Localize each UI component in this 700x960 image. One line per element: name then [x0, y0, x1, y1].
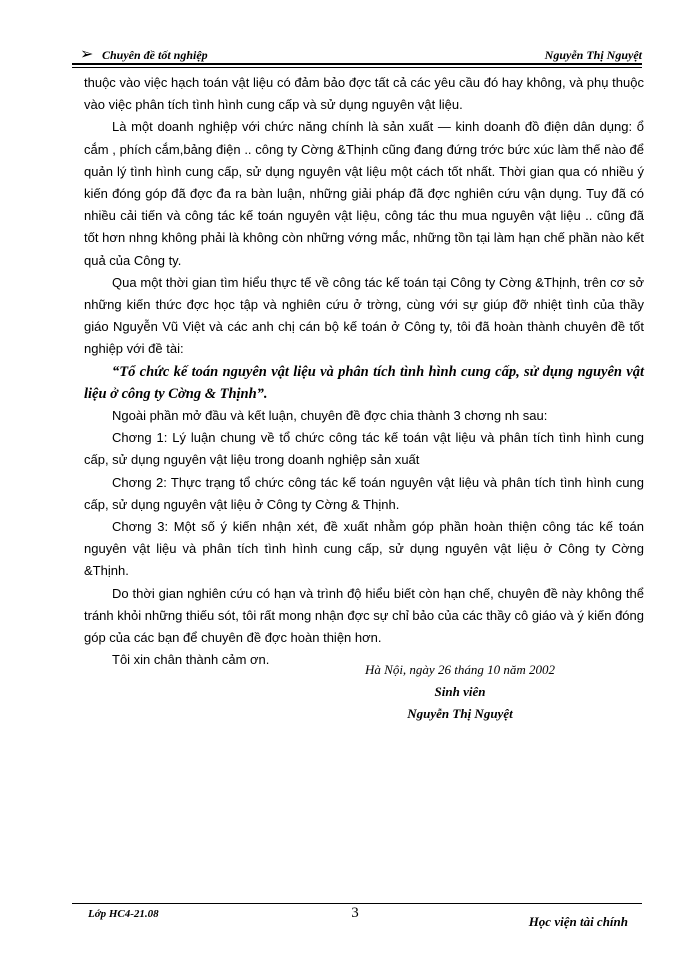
footer-institution: Học viện tài chính — [528, 914, 628, 929]
paragraph-4: Ngoài phần mở đầu và kết luận, chuyên đề đợc chia thành 3 chơng nh sau: — [112, 408, 548, 424]
page-number: 3 — [351, 905, 359, 921]
chapter-2: Chơng 2: Thực trạng tổ chức công tác kế toán nguyên vật liệu và phân tích tình hình cung cấp, sử dụng nguyên vật liệu ở Công ty Cờng & Thịnh. — [84, 474, 644, 512]
signature-role: Sinh viên — [434, 684, 486, 699]
chapter-1: Chơng 1: Lý luận chung về tổ chức công tác kế toán vật liệu và phân tích tình hình cung cấp, sử dụng nguyên vật liệu trong doanh nghiệp sản xuất — [84, 430, 644, 468]
header-author: Nguyễn Thị Nguyệt — [544, 48, 642, 62]
signature-name: Nguyễn Thị Nguyệt — [407, 706, 513, 721]
paragraph-3: Qua một thời gian tìm hiểu thực tế về công tác kế toán tại Công ty Cờng &Thịnh, trên cơ sở những kiến thức đợc học tập và nghiên cứu ở trờng, cùng với sự giúp đỡ nhiệt tình của thầy giáo Nguyễn Vũ Việt và các anh chị cán bộ kế toán ở Công ty, tôi đã hoàn thành chuyên đề tốt nghiệp với đề tài: — [84, 274, 644, 357]
header-rule — [72, 63, 642, 65]
thesis-title: “Tổ chức kế toán nguyên vật liệu và phân tích tình hình cung cấp, sử dụng nguyên vật liệu ở công ty Cờng & Thịnh”. — [84, 363, 644, 402]
footer-class: Lớp HC4-21.08 — [88, 908, 159, 920]
footer-rule — [72, 903, 642, 904]
signature-date: Hà Nội, ngày 26 tháng 10 năm 2002 — [365, 662, 555, 677]
paragraph-1: thuộc vào việc hạch toán vật liệu có đảm bảo đợc tất cả các yêu cầu đó hay không, và phụ thuộc vào việc phân tích tình hình cung cấp và sử dụng nguyên vật liệu. — [84, 75, 644, 113]
paragraph-2: Là một doanh nghiệp với chức năng chính là sản xuất — kinh doanh đồ điện dân dụng: ổ cắm , phích cắm,bảng điện .. công ty Cờng &Thịnh cũng đang đứng trớc bức xúc làm thế nào để quản lý tình hình cung cấp, sử dụng nguyên vật liệu một cách tốt nhất. Thời gian qua có nhiều ý kiến đóng góp đã đợc đa ra bàn luận, những giải pháp đã đợc nghiên cứu vận dụng. Tuy đã có nhiều cải tiến và công tác kế toán nguyên vật liệu, công tác thu mua nguyên vật liệu .. cũng đã tốt hơn nhng không phải là không còn những vớng mắc, những tồn tại làm hạn chế phần nào kết quả của Công ty. — [84, 119, 644, 268]
chapter-3: Chơng 3: Một số ý kiến nhận xét, đề xuất nhằm góp phần hoàn thiện công tác kế toán nguyên vật liệu và phân tích tình hình cung cấp, sử dụng nguyên vật liệu ở Công ty Cờng &Thịnh. — [84, 519, 644, 579]
header-rule-thin — [72, 67, 642, 68]
header-title: Chuyên đề tốt nghiệp — [102, 48, 208, 62]
arrow-bullet-icon: ➢ — [80, 44, 94, 63]
document-body — [84, 72, 644, 671]
page-header — [72, 40, 642, 64]
paragraph-limitations: Do thời gian nghiên cứu có hạn và trình độ hiểu biết còn hạn chế, chuyên đề này không thể tránh khỏi những thiếu sót, tôi rất mong nhận đợc sự chỉ bảo của các thầy cô giáo và ý kiến đóng góp của các bạn để chuyên đề đợc hoàn thiện hơn. — [84, 585, 644, 646]
paragraph-thanks: Tôi xin chân thành cảm ơn. — [112, 652, 270, 668]
